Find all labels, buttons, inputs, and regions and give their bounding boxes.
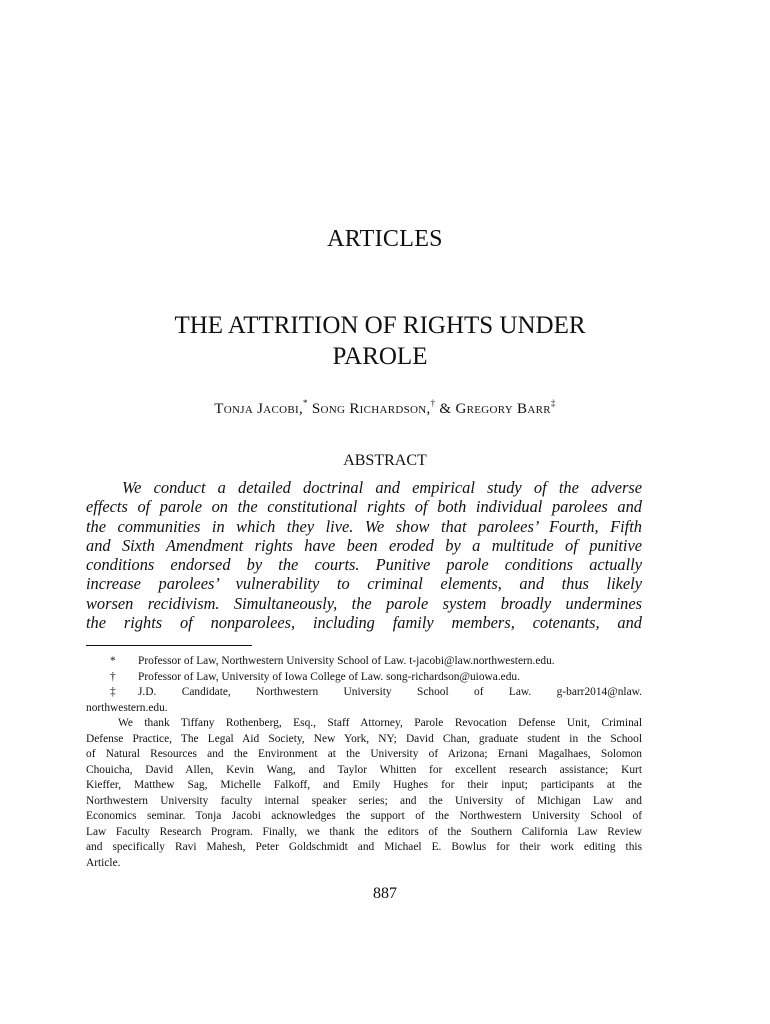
abstract-heading: ABSTRACT	[343, 452, 427, 469]
ack-line: Defense Practice, The Legal Aid Society, New York, NY; David Chan, graduate student in the School	[86, 732, 642, 745]
abstract-line: increase parolees’ vulnerability to criminal elements, and thus likely	[86, 574, 642, 594]
ack-line: Chouicha, David Allen, Kevin Wang, and Taylor Whitten for excellent research assistance; Kurt	[86, 763, 642, 776]
article-title	[60, 310, 700, 372]
footnotes	[86, 654, 642, 871]
section-heading: ARTICLES	[327, 226, 443, 252]
abstract-line: effects of parole on the constitutional rights of both individual parolees and	[86, 497, 642, 517]
page-number: 887	[373, 885, 397, 902]
acknowledgements	[86, 716, 642, 871]
footnote-marker-1: *	[303, 398, 308, 408]
ack-line: Kieffer, Matthew Sag, Michelle Falkoff, and Emily Hughes for their input; participants at the	[86, 779, 642, 791]
title-line-2: PAROLE	[332, 343, 428, 370]
footnote-text: Professor of Law, University of Iowa College of Law. song-richardson@uiowa.edu.	[138, 670, 520, 683]
footnote-2	[86, 670, 642, 686]
ack-line: Article.	[86, 856, 121, 869]
ack-line: and specifically Ravi Mahesh, Peter Goldschmidt and Michael E. Bowlus for their work editing this	[86, 841, 642, 853]
footnote-symbol: †	[110, 670, 116, 683]
abstract-line: conditions endorsed by the courts. Punitive parole conditions actually	[86, 555, 642, 575]
footnote-symbol: ‡	[110, 686, 116, 698]
footnote-text: J.D. Candidate, Northwestern University School of Law. g-barr2014@nlaw.	[138, 686, 642, 698]
ack-line: We thank Tiffany Rothenberg, Esq., Staff Attorney, Parole Revocation Defense Unit, Criminal	[118, 717, 642, 729]
abstract-line: We conduct a detailed doctrinal and empirical study of the adverse	[122, 478, 642, 497]
abstract-line: the communities in which they live. We show that parolees’ Fourth, Fifth	[86, 516, 642, 536]
abstract-line: and Sixth Amendment rights have been eroded by a multitude of punitive	[86, 535, 642, 555]
footnote-1	[86, 654, 642, 670]
author-name-1: Tonja Jacobi,	[214, 401, 304, 417]
title-line-1: THE ATTRITION OF RIGHTS UNDER	[174, 312, 586, 339]
ack-line: of Natural Resources and the Environment at the University of Arizona; Ernani Magalhaes, Solomon	[86, 748, 642, 760]
footnote-symbol: *	[110, 655, 116, 667]
abstract-body	[86, 478, 642, 632]
author-name-2: Song Richardson,	[307, 401, 431, 417]
footnote-3	[86, 685, 642, 701]
footnote-text-continued: northwestern.edu.	[86, 701, 168, 714]
footnote-separator	[86, 645, 252, 646]
author-name-3: & Gregory Barr	[435, 401, 551, 417]
footnote-marker-2: †	[430, 398, 436, 408]
abstract-line: worsen recidivism. Simultaneously, the parole system broadly undermines	[86, 593, 642, 613]
author-byline	[0, 398, 770, 418]
footnote-text: Professor of Law, Northwestern University School of Law. t-jacobi@law.northwestern.edu.	[138, 655, 555, 667]
ack-line: Law Faculty Research Program. Finally, we thank the editors of the Southern California Law Review	[86, 825, 642, 838]
ack-line: Northwestern University faculty internal speaker series; and the University of Michigan Law and	[86, 794, 642, 807]
abstract-line: the rights of nonparolees, including family members, cotenants, and	[86, 613, 642, 633]
ack-line: Economics seminar. Tonja Jacobi acknowledges the support of the Northwestern University School of	[86, 810, 642, 822]
footnote-marker-3: ‡	[550, 398, 556, 408]
